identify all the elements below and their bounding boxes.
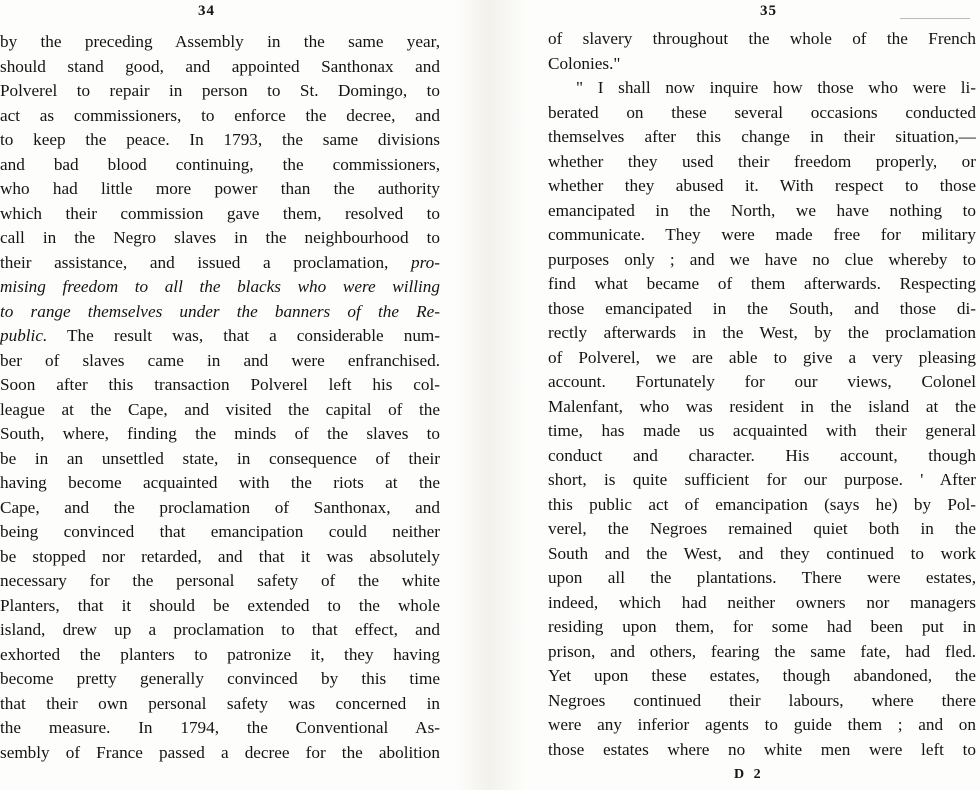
- book-gutter: [455, 0, 525, 790]
- text-line: rectly afterwards in the West, by the proclamation: [548, 323, 976, 342]
- text-line-italic: [0, 275, 440, 300]
- text-line: berated on these several occasions conducted: [548, 102, 976, 122]
- text-line: Colonies.": [548, 53, 621, 73]
- text-line: prison, and others, fearing the same fate, had fled.: [548, 641, 976, 661]
- text-line: account. Fortunately for our views, Colonel: [548, 372, 976, 391]
- right-page-text: [548, 27, 976, 762]
- text-line: ber of slaves came in and were enfranchised.: [0, 350, 440, 370]
- text-line: that their own personal safety was concerned in: [0, 693, 440, 713]
- text-line: sembly of France passed a decree for the abolition: [0, 742, 440, 762]
- text-line: Planters, that it should be extended to the whole: [0, 595, 440, 615]
- text-line: of Polverel, we are able to give a very pleasing: [548, 347, 976, 367]
- text-line: whether they used their freedom properly, or: [548, 151, 976, 171]
- text-line: conduct and character. His account, though: [548, 445, 976, 465]
- text-line: Polverel to repair in person to St. Domingo, to: [0, 81, 440, 100]
- text-line: verel, the Negroes remained quiet both in the: [548, 519, 976, 538]
- header-rule: [900, 18, 970, 19]
- text-line: purposes only ; and we have no clue whereby to: [548, 249, 976, 269]
- text-line: call in the Negro slaves in the neighbourhood to: [0, 228, 440, 247]
- text-run: their assistance, and issued a proclamation,: [0, 252, 412, 272]
- text-line: those estates where no white men were left to: [548, 739, 976, 759]
- text-line: communicate. They were made free for military: [548, 225, 976, 244]
- text-line: those emancipated in the South, and those di-: [548, 298, 976, 318]
- text-line: by the preceding Assembly in the same year,: [0, 32, 440, 51]
- text-line: league at the Cape, and visited the capital of the: [0, 399, 440, 419]
- text-line: time, has made us acquainted with their general: [548, 421, 976, 440]
- text-line: Cape, and the proclamation of Santhonax, and: [0, 497, 440, 517]
- italic-run: pro-: [411, 252, 440, 272]
- text-run: The result was, that a considerable num-: [47, 326, 440, 345]
- text-line-mixed: [0, 251, 440, 276]
- text-line: and bad blood continuing, the commissioners,: [0, 154, 440, 174]
- text-line: short, is quite sufficient for our purpose. ' After: [548, 470, 976, 489]
- text-line: of slavery throughout the whole of the French: [548, 29, 976, 48]
- text-line: emancipated in the North, we have nothing to: [548, 200, 976, 220]
- text-line: find what became of them afterwards. Respecting: [548, 274, 976, 293]
- text-line: upon all the plantations. There were estates,: [548, 568, 976, 587]
- italic-run: to range themselves under the banners: [0, 301, 348, 321]
- text-line-mixed: [0, 324, 440, 349]
- text-line: having become acquainted with the riots at the: [0, 473, 440, 492]
- italic-run: mising freedom to all the blacks who were willing: [0, 277, 440, 296]
- text-line: who had little more power than the authority: [0, 179, 440, 198]
- text-line: South, where, finding the minds of the slaves to: [0, 424, 440, 443]
- text-line: island, drew up a proclamation to that effect, and: [0, 620, 440, 639]
- text-line: necessary for the personal safety of the white: [0, 571, 440, 590]
- text-line: should stand good, and appointed Santhonax and: [0, 56, 440, 76]
- text-line: which their commission gave them, resolved to: [0, 203, 440, 223]
- text-line: Yet upon these estates, though abandoned, the: [548, 666, 976, 685]
- italic-run: the Re-: [360, 301, 440, 321]
- signature-mark: D 2: [734, 767, 764, 782]
- text-line: being convinced that emancipation could neither: [0, 522, 440, 541]
- text-line: whether they abused it. With respect to those: [548, 176, 976, 195]
- text-line: themselves after this change in their situation,—: [548, 127, 976, 146]
- paragraph-first-line: " I shall now inquire how those who were li-: [576, 78, 976, 97]
- text-line: exhorted the planters to patronize it, they having: [0, 644, 440, 664]
- text-line: Negroes continued their labours, where there: [548, 690, 976, 710]
- italic-run: of: [347, 301, 361, 321]
- text-line: were any inferior agents to guide them ; and on: [548, 715, 976, 734]
- text-line: be stopped nor retarded, and that it was absolutely: [0, 546, 440, 566]
- text-line: be in an unsettled state, in consequence of their: [0, 448, 440, 468]
- text-line: South and the West, and they continued to work: [548, 543, 976, 563]
- text-line: act as commissioners, to enforce the decree, and: [0, 105, 440, 125]
- text-line: Malenfant, who was resident in the island at the: [548, 396, 976, 416]
- text-line: the measure. In 1794, the Conventional As-: [0, 718, 440, 737]
- text-line: Soon after this transaction Polverel left his col-: [0, 375, 440, 394]
- italic-run: public.: [0, 326, 48, 345]
- text-line: indeed, which had neither owners nor managers: [548, 592, 976, 612]
- text-line: to keep the peace. In 1793, the same divisions: [0, 130, 440, 149]
- right-page-number: 35: [760, 3, 777, 19]
- left-page-text: [0, 30, 440, 765]
- left-page-number: 34: [198, 3, 215, 19]
- text-line: residing upon them, for some had been put in: [548, 617, 976, 636]
- text-line: this public act of emancipation (says he) by Pol-: [548, 494, 976, 514]
- text-line: become pretty generally convinced by this time: [0, 669, 440, 688]
- text-line-italic: [0, 300, 440, 325]
